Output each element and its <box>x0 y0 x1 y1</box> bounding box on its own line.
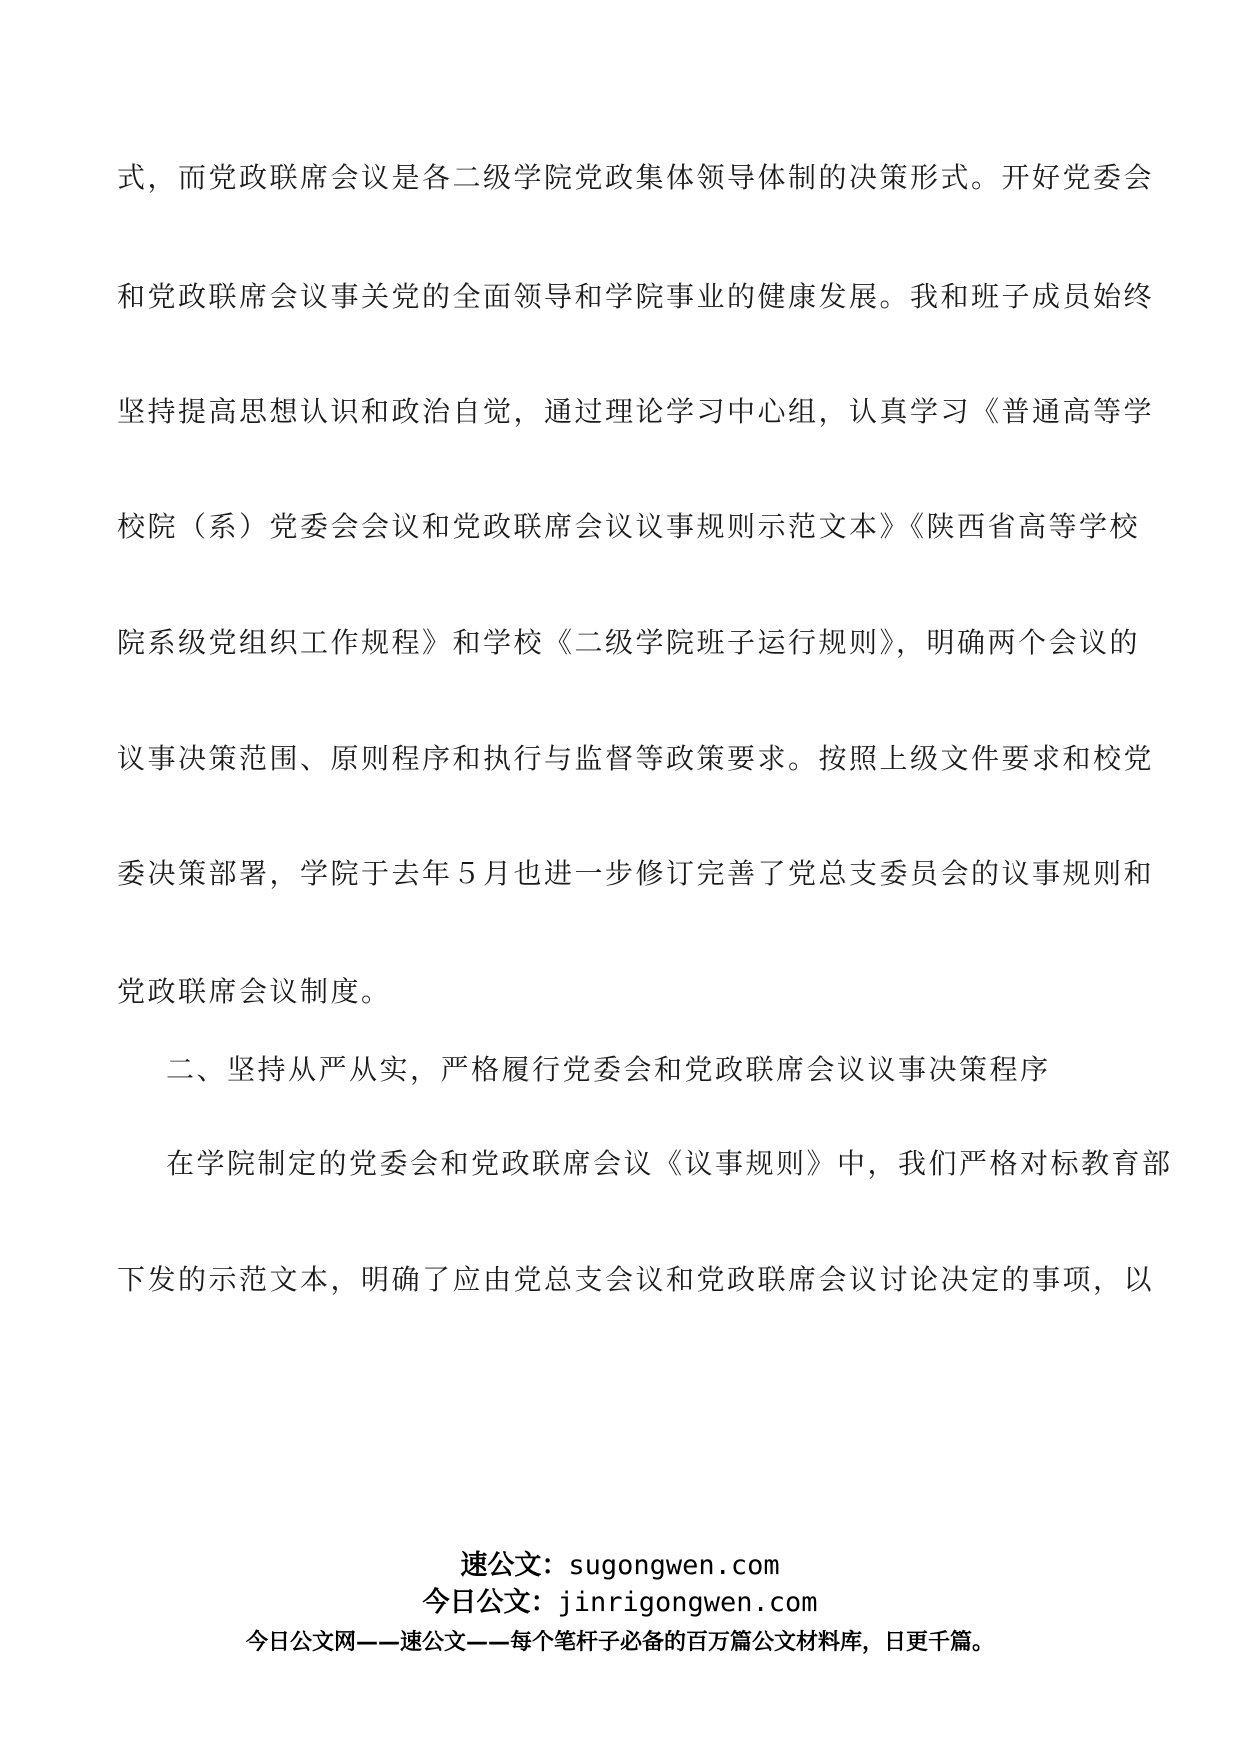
body-line-11: 下发的示范文本，明确了应由党总支会议和党政联席会议讨论决定的事项，以 <box>117 1263 1155 1296</box>
footer-label-sugongwen: 速公文： <box>460 1550 569 1581</box>
body-line-6: 议事决策范围、原则程序和执行与监督等政策要求。按照上级文件要求和校党 <box>117 742 1155 775</box>
footer-label-jinrigongwen: 今日公文： <box>422 1587 558 1618</box>
body-line-7: 委决策部署，学院于去年５月也进一步修订完善了党总支委员会的议事规则和 <box>117 857 1155 890</box>
body-line-5: 院系级党组织工作规程》和学校《二级学院班子运行规则》，明确两个会议的 <box>117 626 1141 659</box>
body-line-1: 式，而党政联席会议是各二级学院党政集体领导体制的决策形式。开好党委会 <box>117 161 1155 194</box>
footer-line-jinrigongwen <box>0 1585 1240 1621</box>
body-line-4: 校院（系）党委会会议和党政联席会议议事规则示范文本》《陕西省高等学校 <box>117 510 1141 543</box>
body-line-2: 和党政联席会议事关党的全面领导和学院事业的健康发展。我和班子成员始终 <box>117 280 1155 313</box>
footer-slogan: 今日公文网——速公文——每个笔杆子必备的百万篇公文材料库，日更千篇。 <box>245 1630 994 1655</box>
footer-link-jinrigongwen[interactable]: jinrigongwen.com <box>557 1587 818 1618</box>
footer-link-sugongwen[interactable]: sugongwen.com <box>568 1550 780 1581</box>
footer-line-sugongwen <box>0 1548 1240 1584</box>
section-heading: 二、坚持从严从实，严格履行党委会和党政联席会议议事决策程序 <box>166 1053 1051 1086</box>
body-line-3: 坚持提高思想认识和政治自觉，通过理论学习中心组，认真学习《普通高等学 <box>117 395 1155 428</box>
body-line-8: 党政联席会议制度。 <box>117 975 392 1008</box>
body-line-10: 在学院制定的党委会和党政联席会议《议事规则》中，我们严格对标教育部 <box>166 1147 1173 1180</box>
